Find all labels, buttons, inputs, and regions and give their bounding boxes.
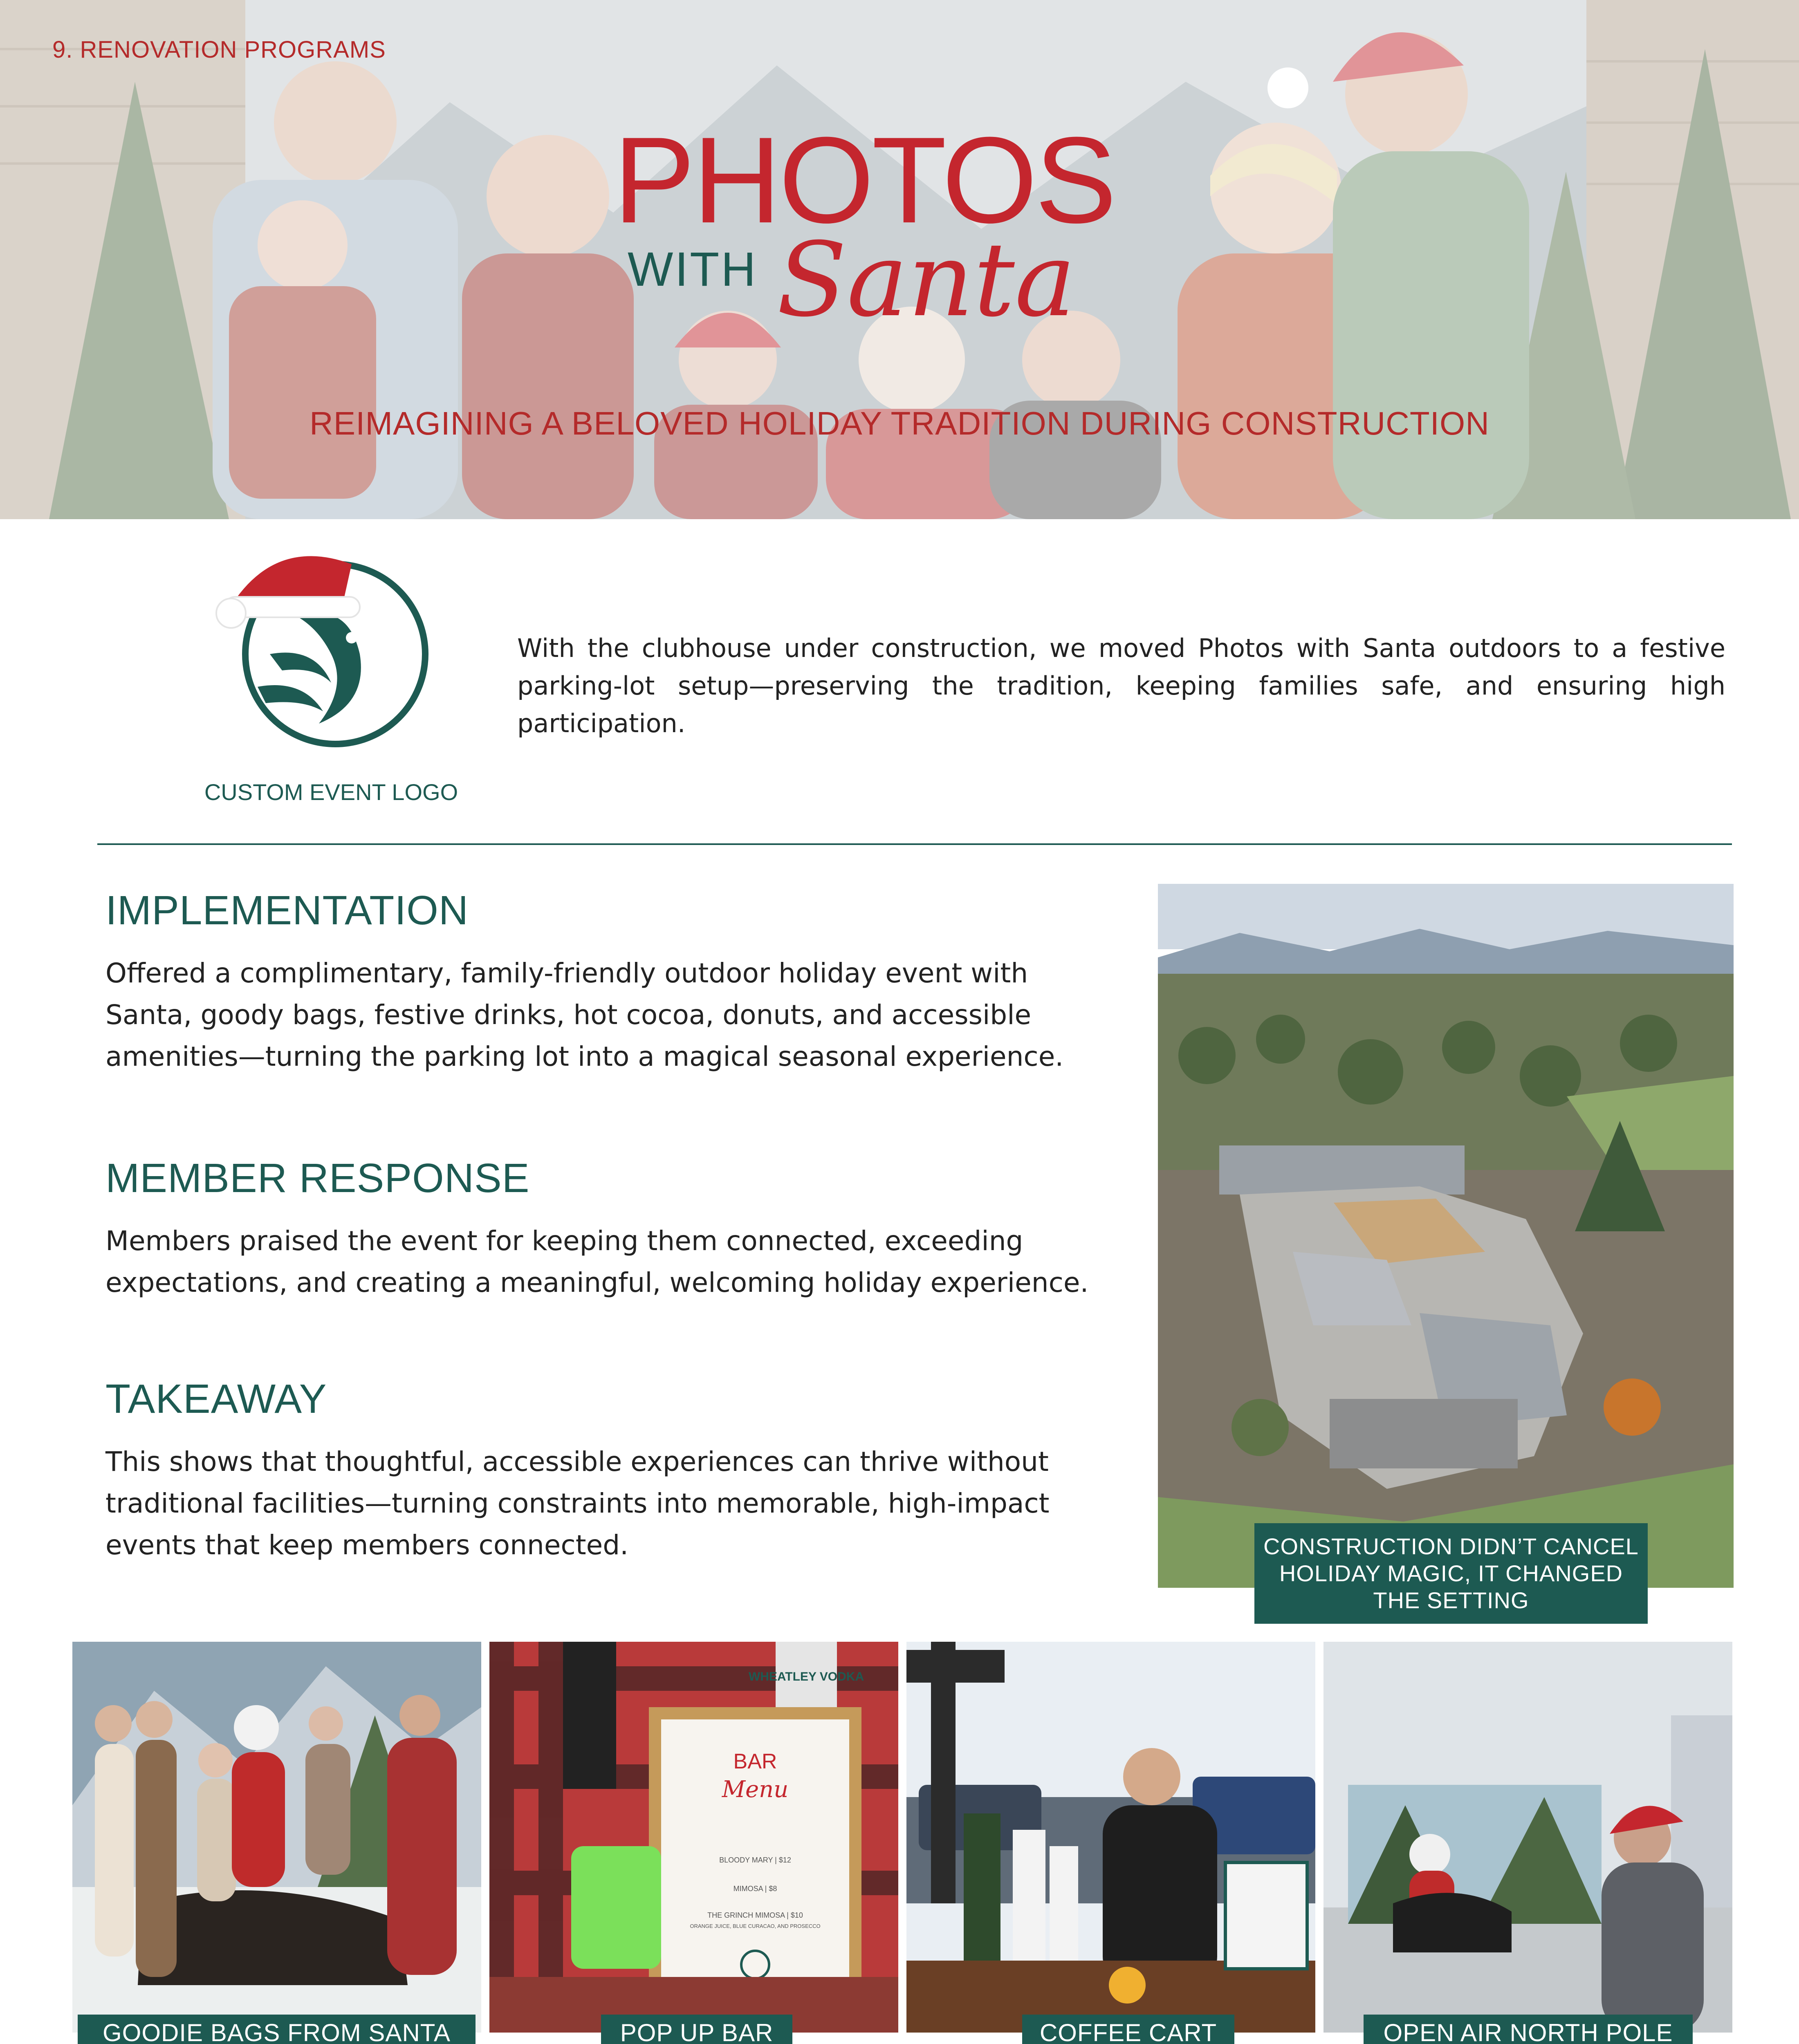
body-takeaway: This shows that thoughtful, accessible experiences can thrive without traditional facilities—turning constraints into memorable, high-impact events that keep members connected.	[105, 1446, 1050, 1561]
hero-subtitle: REIMAGINING A BELOVED HOLIDAY TRADITION DURING CONSTRUCTION	[309, 405, 1490, 442]
dove-logo-icon	[213, 531, 442, 760]
gallery-caption: COFFEE CART	[1022, 2015, 1234, 2044]
logo-caption: CUSTOM EVENT LOGO	[204, 779, 458, 805]
gallery-caption: OPEN AIR NORTH POLE	[1364, 2015, 1693, 2044]
section-label: 9. RENOVATION PROGRAMS	[52, 36, 386, 63]
divider	[97, 843, 1732, 845]
intro-paragraph: With the clubhouse under construction, we moved Photos with Santa outdoors to a festive parking-lot setup—preserving the tradition, keeping families safe, and ensuring high participation.	[517, 633, 1725, 738]
body-member-response: Members praised the event for keeping them connected, exceeding expectations, and creating a meaningful, welcoming holiday experience.	[105, 1225, 1089, 1298]
heading-takeaway: TAKEAWAY	[105, 1376, 327, 1422]
bar-menu-note: ORANGE JUICE, BLUE CURACAO, AND PROSECCO	[690, 1923, 821, 1929]
title-with: WITH	[628, 242, 758, 296]
title-santa: Santa	[777, 220, 1076, 339]
body-implementation: Offered a complimentary, family-friendly outdoor holiday event with Santa, goody bags, festive drinks, hot cocoa, donuts, and accessible amenities—turning the parking lot into a magical seasonal experience.	[105, 957, 1064, 1072]
bar-menu-item: MIMOSA | $8	[733, 1885, 777, 1893]
aerial-caption: CONSTRUCTION DIDN’T CANCEL HOLIDAY MAGIC, IT CHANGED THE SETTING	[1254, 1523, 1648, 1624]
gallery-photo-santa-family	[72, 1642, 481, 2033]
santa-hat-icon	[216, 556, 360, 628]
bottle-label: WHEATLEY VODKA	[748, 1670, 864, 1683]
aerial-construction-photo	[1158, 884, 1734, 1588]
heading-member-response: MEMBER RESPONSE	[105, 1155, 530, 1201]
bar-menu-item: THE GRINCH MIMOSA | $10	[707, 1911, 803, 1919]
gallery-caption: POP UP BAR	[601, 2015, 792, 2044]
title-photos: PHOTOS	[613, 111, 1115, 249]
bar-menu-title: BAR	[733, 1750, 777, 1773]
gallery-photo-bar	[489, 1642, 898, 2033]
bar-menu-item: BLOODY MARY | $12	[719, 1856, 791, 1864]
gallery-caption: GOODIE BAGS FROM SANTA	[78, 2015, 476, 2044]
gallery-photo-coffee-cart	[906, 1642, 1315, 2033]
hero-banner	[0, 0, 1799, 519]
gallery-photo-north-pole	[1323, 1642, 1732, 2033]
heading-implementation: IMPLEMENTATION	[105, 888, 469, 933]
bar-menu-subtitle: Menu	[722, 1776, 789, 1803]
